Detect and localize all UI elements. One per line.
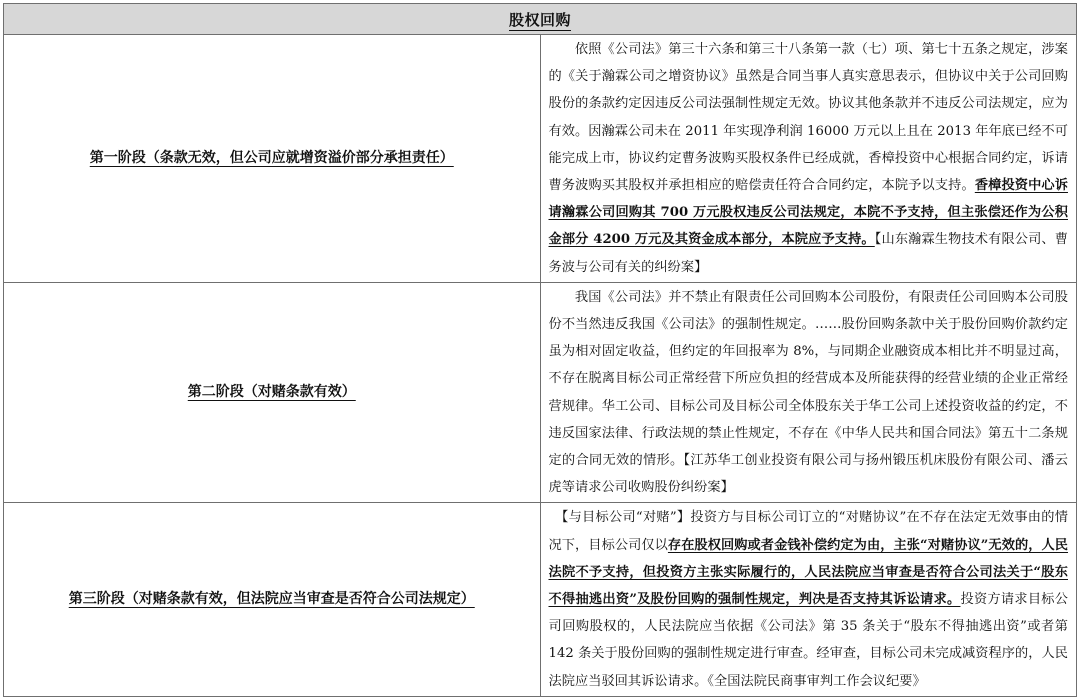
content-cell — [540, 35, 1077, 283]
stage-label: 第三阶段（对赌条款有效，但法院应当审查是否符合公司法规定） — [68, 591, 475, 608]
table-title-cell — [4, 4, 1077, 35]
content-text: 【与目标公司“对赌”】投资方与目标公司订立的“对赌协议”在不存在法定无效事由的情况下，目标公司仅以 — [548, 510, 1068, 553]
stage-label: 第二阶段（对赌条款有效） — [187, 384, 356, 401]
table-row — [4, 35, 1077, 283]
content-cell — [540, 282, 1077, 503]
content-paragraph — [549, 284, 1069, 502]
stage-cell — [4, 282, 541, 503]
equity-buyback-table — [3, 3, 1077, 697]
content-text: 我国《公司法》并不禁止有限责任公司回购本公司股份，有限责任公司回购本公司股份不当然违反我国《公司法》的强制性规定。……股份回购条款中关于股份回购价款约定虽为相对固定收益，但约定的年回报率为 8%，与同期企业融资成本相比并不明显过高，不存在脱离目标公司正常经营下所应负担的经营成本及所能获得的经营业绩的企业正常经营规律。华工公司、目标公司及目标公司全体股东关于华工公司上述投资收益的约定，不违反国家法律、行政法规的禁止性规定，不存在《中华人民共和国合同法》第五十二条规定的合同无效的情形。【江苏华工创业投资有限公司与扬州锻压机床股份有限公司、潘云虎等请求公司收购股份纠纷案】 — [548, 289, 1068, 496]
content-paragraph — [549, 36, 1069, 281]
equity-buyback-table-container — [3, 3, 1079, 697]
case-citation: 投资方请求目标公司回购股权的，人民法院应当依据《公司法》第 35 条关于“股东不得抽逃出资”或者第 142 条关于股份回购的强制性规定进行审查。经审查，目标公司未完成减资程序的，人民法院应当驳回其诉讼请求。《全国法院民商事审判工作会议纪要》 — [548, 592, 1068, 689]
case-citation: 【山东瀚霖生物技术有限公司、曹务波与公司有关的纠纷案】 — [548, 232, 1068, 275]
content-emphasis: 存在股权回购或者金钱补偿约定为由，主张“对赌协议”无效的，人民法院不予支持，但投资方主张实际履行的，人民法院应当审查是否符合公司法关于“股东不得抽逃出资”及股份回购的强制性规定，判决是否支持其诉讼请求。 — [548, 537, 1069, 608]
stage-cell — [4, 503, 541, 696]
content-cell — [540, 503, 1077, 696]
stage-label: 第一阶段（条款无效，但公司应就增资溢价部分承担责任） — [89, 149, 454, 166]
table-title: 股权回购 — [508, 10, 571, 29]
stage-cell — [4, 35, 541, 283]
content-paragraph — [549, 504, 1069, 694]
table-row — [4, 282, 1077, 503]
table-header-row — [4, 4, 1077, 35]
table-row — [4, 503, 1077, 696]
content-text: 依照《公司法》第三十六条和第三十八条第一款（七）项、第七十五条之规定，涉案的《关于瀚霖公司之增资协议》虽然是合同当事人真实意思表示，但协议中关于公司回购股份的条款约定因违反公司法强制性规定无效。协议其他条款并不违反公司法规定，应为有效。因瀚霖公司未在 2011 年实现净利润 16000 万元以上且在 2013 年年底已经不可能完成上市，协议约定曹务波购买股权条件已经成就，香樟投资中心根据合同约定，诉请曹务波购买其股权并承担相应的赔偿责任符合合同约定，本院予以支持。 — [548, 42, 1068, 194]
content-emphasis: 香樟投资中心诉请瀚霖公司回购其 700 万元股权违反公司法规定，本院不予支持，但主张偿还作为公积金部分 4200 万元及其资金成本部分，本院应予支持。 — [548, 178, 1068, 248]
